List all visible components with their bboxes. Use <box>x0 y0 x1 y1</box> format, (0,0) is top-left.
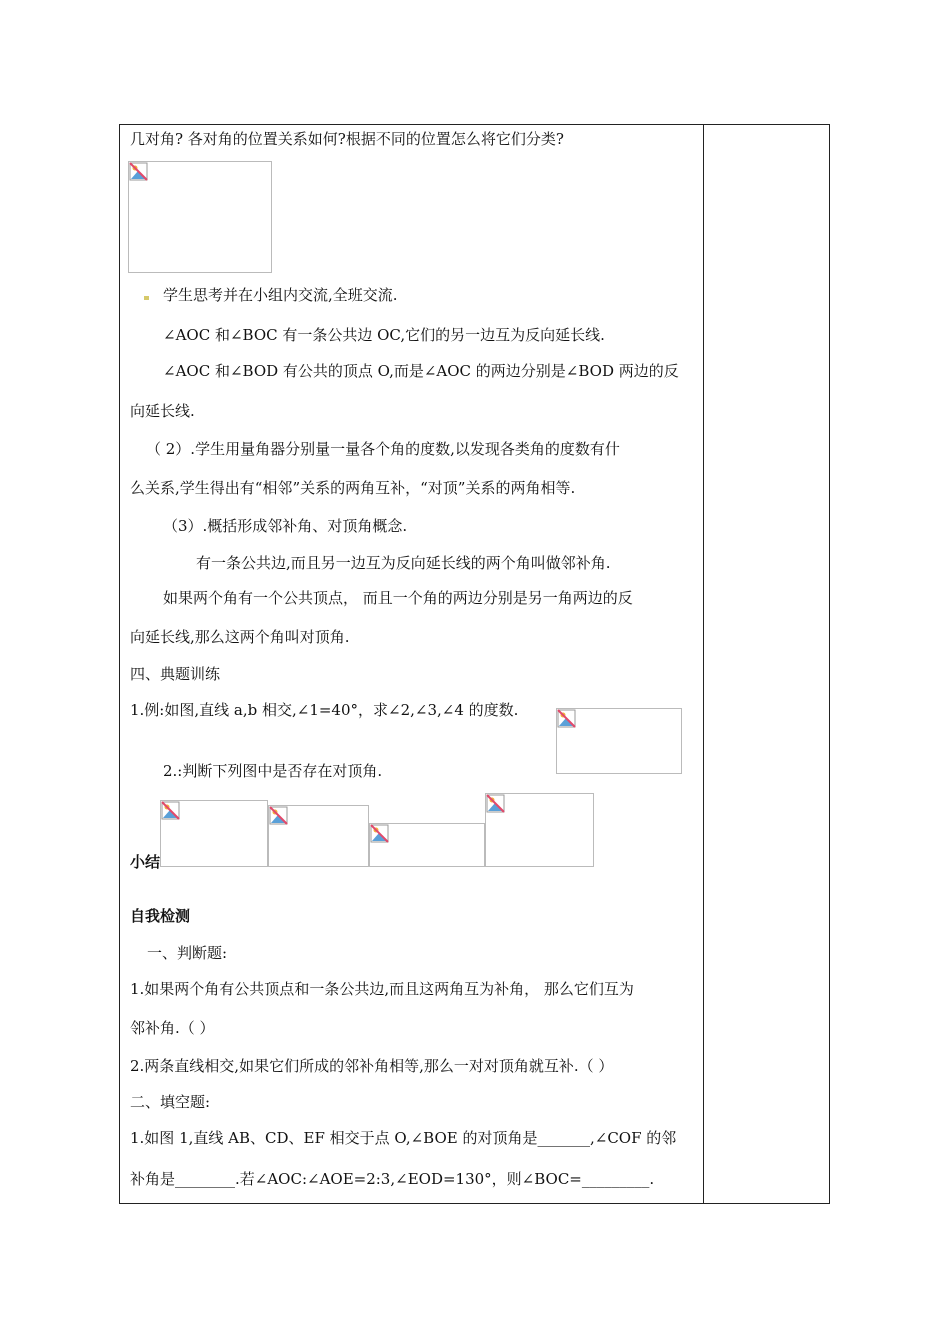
text-line: 向延长线,那么这两个角叫对顶角. <box>130 628 350 646</box>
text-line: 有一条公共边,而且另一边互为反向延长线的两个角叫做邻补角. <box>196 554 611 572</box>
broken-image-icon <box>269 806 289 826</box>
broken-image-icon <box>129 162 149 182</box>
text-line: ∠AOC 和∠BOC 有一条公共边 OC,它们的另一边互为反向延长线. <box>163 326 605 344</box>
text-line: 补角是________.若∠AOC:∠AOE=2:3,∠EOD=130°，则∠BOC=_________. <box>130 1170 655 1188</box>
figure-placeholder <box>369 823 485 867</box>
broken-image-icon <box>161 801 181 821</box>
text-line: 2.:判断下列图中是否存在对顶角. <box>163 762 383 780</box>
text-line: 1.例:如图,直线 a,b 相交,∠1=40°，求∠2,∠3,∠4 的度数. <box>130 701 519 719</box>
text-line: 么关系,学生得出有“相邻”关系的两角互补，“对顶”关系的两角相等. <box>130 479 576 497</box>
section-heading: 小结 <box>130 853 161 871</box>
figure-placeholder <box>268 805 369 867</box>
text-line: 向延长线. <box>130 402 195 420</box>
section-heading: 自我检测 <box>130 907 191 925</box>
table-column-divider <box>703 124 704 1204</box>
text-line: 如果两个角有一个公共顶点， 而且一个角的两边分别是另一角两边的反 <box>163 589 633 607</box>
text-line: 1.如图 1,直线 AB、CD、EF 相交于点 O,∠BOE 的对顶角是_______,∠COF 的邻 <box>130 1129 677 1147</box>
text-line: （ 2）.学生用量角器分别量一量各个角的度数,以发现各类角的度数有什 <box>146 440 620 458</box>
broken-image-icon <box>370 824 390 844</box>
figure-placeholder <box>556 708 682 774</box>
text-line: 邻补角.（ ） <box>130 1019 215 1037</box>
figure-placeholder <box>160 800 268 867</box>
broken-image-icon <box>557 709 577 729</box>
figure-placeholder <box>128 161 272 273</box>
text-line: 2.两条直线相交,如果它们所成的邻补角相等,那么一对对顶角就互补.（ ） <box>130 1057 614 1075</box>
figure-placeholder <box>485 793 594 867</box>
text-line: 学生思考并在小组内交流,全班交流. <box>163 286 398 304</box>
text-line: 几对角? 各对角的位置关系如何?根据不同的位置怎么将它们分类? <box>130 130 564 148</box>
marker <box>144 296 149 300</box>
broken-image-icon <box>486 794 506 814</box>
text-line: （3）.概括形成邻补角、对顶角概念. <box>163 517 408 535</box>
section-heading: 二、填空题: <box>130 1093 211 1111</box>
text-line: 1.如果两个角有公共顶点和一条公共边,而且这两角互为补角， 那么它们互为 <box>130 980 634 998</box>
section-heading: 一、判断题: <box>147 944 228 962</box>
text-line: ∠AOC 和∠BOD 有公共的顶点 O,而是∠AOC 的两边分别是∠BOD 两边的反 <box>163 362 679 380</box>
section-heading: 四、典题训练 <box>130 665 221 683</box>
